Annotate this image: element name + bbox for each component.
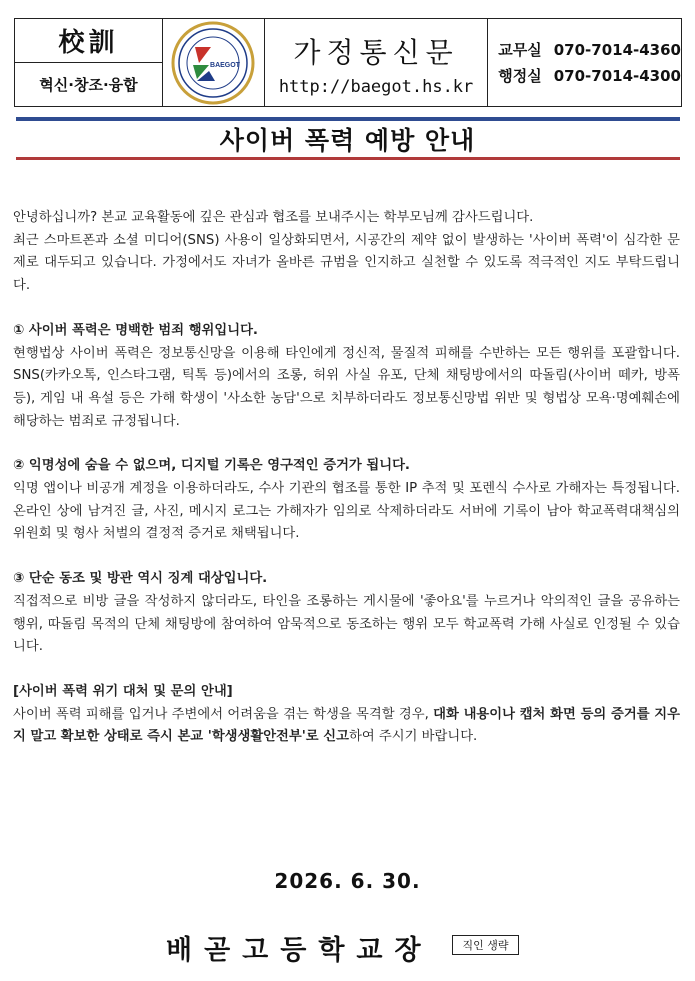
section-heading: ② 익명성에 숨을 수 없으며, 디지털 기록은 영구적인 증거가 됩니다. xyxy=(13,458,410,474)
intro-paragraph: 최근 스마트폰과 소셜 미디어(SNS) 사용이 일상화되면서, 시공간의 제약 없이 발생하는 '사이버 폭력'이 심각한 문제로 대두되고 있습니다. 가정에서도 자녀가 올바른 규범을 인지하고 실천할 수 있도록 적극적인 지도 부탁드립니다. xyxy=(13,232,680,294)
newsletter-title: 가정통신문 xyxy=(293,35,459,69)
motto-text: 혁신·창조·융합 xyxy=(39,76,138,94)
principal-signature: 배곧고등학교장 xyxy=(166,935,433,966)
section-heading: ① 사이버 폭력은 명백한 범죄 행위입니다. xyxy=(13,322,258,338)
logo-text: BAEGOT xyxy=(210,61,241,69)
contact-row xyxy=(498,37,681,63)
school-logo xyxy=(163,19,265,106)
section-heading: ③ 단순 동조 및 방관 역시 징계 대상입니다. xyxy=(13,571,268,587)
contact-text-after: 하여 주시기 바랍니다. xyxy=(348,729,478,745)
contact-section-text xyxy=(13,704,680,749)
section-text: 현행법상 사이버 폭력은 정보통신망을 이용해 타인에게 정신적, 물질적 피해를 수반하는 모든 행위를 포괄합니다. SNS(카카오톡, 인스타그램, 틱톡 등)에서의 조롱, 허위 사실 유포, 단체 채팅방에서의 따돌림(사이버 떼카, 방폭 등), 게임 내 욕설 등은 가해 학생이 '사소한 농담'으로 치부하더라도 정보통신망법 위반 및 형법상 모욕·명예훼손에 해당하는 범죄로 규정됩니다. xyxy=(13,345,680,429)
document-body xyxy=(13,207,680,749)
contact-phone: 070-7014-4360 xyxy=(553,40,681,59)
newsletter-title-cell xyxy=(265,19,488,106)
motto-title: 校訓 xyxy=(15,19,162,63)
section-text: 직접적으로 비방 글을 작성하지 않더라도, 타인을 조롱하는 게시물에 '좋아요'를 누르거나 악의적인 글을 공유하는 행위, 따돌림 목적의 단체 채팅방에 참여하여 암묵적으로 동조하는 행위 모두 학교폭력 가해 사실로 인정될 수 있습니다. xyxy=(13,593,680,655)
contact-info xyxy=(488,19,681,106)
document-title: 사이버 폭력 예방 안내 xyxy=(219,126,476,155)
contact-phone: 070-7014-4300 xyxy=(553,66,681,85)
school-motto xyxy=(15,19,163,106)
contact-label: 교무실 xyxy=(498,40,542,59)
document-date: 2026. 6. 30. xyxy=(274,869,421,893)
contact-label: 행정실 xyxy=(498,66,542,85)
intro-paragraph: 안녕하십니까? 본교 교육활동에 깊은 관심과 협조를 보내주시는 학부모님께 감사드립니다. xyxy=(13,210,534,225)
section-text: 익명 앱이나 비공개 계정을 이용하더라도, 수사 기관의 협조를 통한 IP 추적 및 포렌식 수사로 가해자는 특정됩니다. 온라인 상에 남겨진 글, 사진, 메시지 로그는 가해자가 임의로 삭제하더라도 서버에 기록이 남아 학교폭력대책심의위원회 및 형사 처벌의 결정적 증거로 채택됩니다. xyxy=(13,481,680,542)
contact-text-bold: 대화 내용이나 캡처 화면 등의 증거를 지우지 말고 확보한 상태로 즉시 본교 '학생생활안전부'로 신고 xyxy=(13,706,680,745)
contact-text-before: 사이버 폭력 피해를 입거나 주변에서 어려움을 겪는 학생을 목격할 경우, xyxy=(13,706,434,722)
bottom-divider xyxy=(16,157,680,160)
contact-section-heading: [사이버 폭력 위기 대처 및 문의 안내] xyxy=(13,683,233,699)
header-table xyxy=(14,18,682,107)
contact-row xyxy=(498,63,681,89)
school-emblem-icon xyxy=(171,21,255,105)
seal-omitted-stamp: 직인 생략 xyxy=(452,935,519,955)
school-url[interactable]: http://baegot.hs.kr xyxy=(278,76,474,97)
